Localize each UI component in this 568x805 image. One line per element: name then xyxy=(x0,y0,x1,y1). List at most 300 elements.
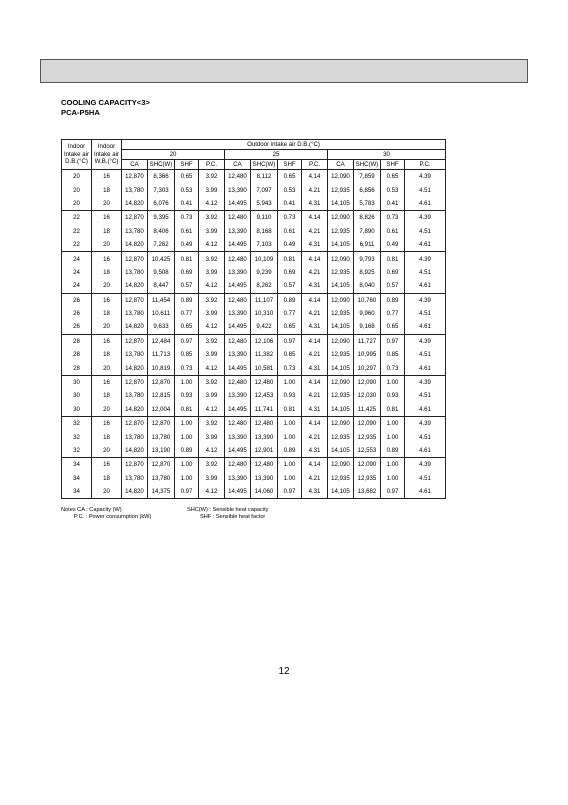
table-cell: 16 xyxy=(92,375,122,389)
table-cell: 0.49 xyxy=(175,238,199,252)
table-cell: 4.21 xyxy=(302,348,328,361)
table-cell: 14,105 xyxy=(328,320,354,334)
table-cell: 8,447 xyxy=(148,279,175,293)
table-cell: 10,310 xyxy=(251,307,278,320)
table-cell: 14,495 xyxy=(225,485,251,499)
table-cell: 4.51 xyxy=(405,348,446,361)
table-cell: 3.92 xyxy=(199,211,225,225)
table-cell: 0.93 xyxy=(175,389,199,402)
table-cell: 12,935 xyxy=(328,430,354,443)
table-cell: 12,090 xyxy=(354,417,381,431)
table-cell: 28 xyxy=(62,361,92,375)
table-cell: 5,783 xyxy=(354,197,381,211)
table-cell: 14,375 xyxy=(148,485,175,499)
table-cell: 4.39 xyxy=(405,252,446,266)
table-cell: 12,484 xyxy=(148,334,175,348)
table-cell: 13,780 xyxy=(148,430,175,443)
table-cell: 4.31 xyxy=(302,403,328,417)
table-cell: 10,581 xyxy=(251,361,278,375)
table-cell: 14,105 xyxy=(328,444,354,458)
table-cell: 13,780 xyxy=(122,183,148,196)
table-cell: 4.14 xyxy=(302,458,328,472)
table-cell: 12,106 xyxy=(251,334,278,348)
table-cell: 4.31 xyxy=(302,197,328,211)
table-cell: 4.31 xyxy=(302,320,328,334)
table-cell: 16 xyxy=(92,458,122,472)
table-cell: 20 xyxy=(62,197,92,211)
table-cell: 4.14 xyxy=(302,252,328,266)
table-row xyxy=(62,348,446,361)
table-cell: 12,480 xyxy=(225,334,251,348)
table-cell: 18 xyxy=(92,307,122,320)
table-cell: 12,870 xyxy=(122,375,148,389)
table-cell: 10,297 xyxy=(354,361,381,375)
table-cell: 18 xyxy=(92,472,122,485)
table-cell: 4.61 xyxy=(405,197,446,211)
table-cell: 0.89 xyxy=(278,444,302,458)
table-cell: 4.31 xyxy=(302,279,328,293)
table-cell: 11,454 xyxy=(148,293,175,307)
table-cell: 13,682 xyxy=(354,485,381,499)
table-cell: 12,935 xyxy=(328,389,354,402)
table-cell: 18 xyxy=(92,348,122,361)
table-cell: 0.57 xyxy=(175,279,199,293)
table-cell: 13,390 xyxy=(225,307,251,320)
table-cell: 0.49 xyxy=(381,238,405,252)
table-cell: 13,780 xyxy=(122,225,148,238)
table-cell: 26 xyxy=(62,307,92,320)
col-header: CA xyxy=(225,160,251,170)
table-cell: 13,780 xyxy=(122,348,148,361)
table-cell: 18 xyxy=(92,430,122,443)
table-cell: 12,935 xyxy=(328,348,354,361)
table-row xyxy=(62,417,446,431)
table-cell: 20 xyxy=(92,403,122,417)
table-cell: 4.31 xyxy=(302,485,328,499)
table-cell: 9,422 xyxy=(251,320,278,334)
table-cell: 14,820 xyxy=(122,320,148,334)
table-row xyxy=(62,266,446,279)
table-cell: 1.00 xyxy=(381,472,405,485)
table-cell: 13,390 xyxy=(225,266,251,279)
table-cell: 0.97 xyxy=(278,485,302,499)
col-header: P.C. xyxy=(302,160,328,170)
table-cell: 4.21 xyxy=(302,389,328,402)
table-cell: 12,870 xyxy=(122,458,148,472)
table-cell: 28 xyxy=(62,334,92,348)
section-title: COOLING CAPACITY<3> xyxy=(61,98,150,107)
table-cell: 11,382 xyxy=(251,348,278,361)
table-cell: 13,390 xyxy=(225,183,251,196)
table-cell: 0.93 xyxy=(278,389,302,402)
table-cell: 18 xyxy=(92,225,122,238)
table-cell: 4.12 xyxy=(199,279,225,293)
table-cell: 12,090 xyxy=(354,458,381,472)
table-cell: 14,820 xyxy=(122,197,148,211)
table-cell: 4.61 xyxy=(405,444,446,458)
table-cell: 4.14 xyxy=(302,375,328,389)
outdoor-temp-header: 25 xyxy=(225,150,328,160)
table-cell: 20 xyxy=(92,485,122,499)
table-cell: 14,820 xyxy=(122,444,148,458)
table-cell: 4.61 xyxy=(405,403,446,417)
table-cell: 7,103 xyxy=(251,238,278,252)
table-cell: 14,820 xyxy=(122,485,148,499)
table-cell: 4.61 xyxy=(405,485,446,499)
table-cell: 12,901 xyxy=(251,444,278,458)
table-cell: 3.92 xyxy=(199,334,225,348)
table-cell: 0.77 xyxy=(175,307,199,320)
table-cell: 34 xyxy=(62,472,92,485)
table-cell: 0.57 xyxy=(381,279,405,293)
table-row xyxy=(62,225,446,238)
table-cell: 32 xyxy=(62,430,92,443)
table-cell: 0.97 xyxy=(175,334,199,348)
table-cell: 12,480 xyxy=(225,417,251,431)
table-cell: 16 xyxy=(92,211,122,225)
table-cell: 1.00 xyxy=(278,417,302,431)
outdoor-temp-header: 20 xyxy=(122,150,225,160)
table-cell: 0.97 xyxy=(381,485,405,499)
col-header: CA xyxy=(328,160,354,170)
table-cell: 8,366 xyxy=(148,170,175,184)
table-cell: 22 xyxy=(62,211,92,225)
table-cell: 10,995 xyxy=(354,348,381,361)
table-row xyxy=(62,485,446,499)
table-cell: 12,870 xyxy=(148,417,175,431)
col-header: SHF xyxy=(381,160,405,170)
table-cell: 14,060 xyxy=(251,485,278,499)
table-cell: 0.73 xyxy=(381,361,405,375)
table-cell: 14,820 xyxy=(122,361,148,375)
table-cell: 0.61 xyxy=(278,225,302,238)
table-cell: 0.73 xyxy=(381,211,405,225)
table-cell: 26 xyxy=(62,293,92,307)
table-cell: 14,105 xyxy=(328,238,354,252)
table-cell: 12,480 xyxy=(251,458,278,472)
table-cell: 9,508 xyxy=(148,266,175,279)
table-row xyxy=(62,279,446,293)
table-cell: 1.00 xyxy=(381,430,405,443)
table-cell: 0.85 xyxy=(278,348,302,361)
table-cell: 12,480 xyxy=(225,170,251,184)
table-row xyxy=(62,430,446,443)
table-cell: 24 xyxy=(62,252,92,266)
table-cell: 14,495 xyxy=(225,361,251,375)
table-cell: 0.53 xyxy=(175,183,199,196)
table-cell: 3.99 xyxy=(199,225,225,238)
table-cell: 4.39 xyxy=(405,458,446,472)
table-cell: 14,105 xyxy=(328,403,354,417)
table-cell: 0.97 xyxy=(381,334,405,348)
table-cell: 3.92 xyxy=(199,458,225,472)
table-cell: 11,107 xyxy=(251,293,278,307)
table-cell: 4.61 xyxy=(405,279,446,293)
table-cell: 12,090 xyxy=(328,293,354,307)
table-cell: 12,870 xyxy=(122,293,148,307)
table-cell: 20 xyxy=(92,279,122,293)
table-cell: 12,935 xyxy=(354,472,381,485)
table-cell: 26 xyxy=(62,320,92,334)
table-cell: 28 xyxy=(62,348,92,361)
table-cell: 7,303 xyxy=(148,183,175,196)
table-cell: 3.99 xyxy=(199,430,225,443)
table-cell: 12,870 xyxy=(122,417,148,431)
table-cell: 0.57 xyxy=(278,279,302,293)
table-cell: 24 xyxy=(62,266,92,279)
table-cell: 9,395 xyxy=(148,211,175,225)
table-cell: 9,110 xyxy=(251,211,278,225)
table-cell: 4.51 xyxy=(405,389,446,402)
table-cell: 13,390 xyxy=(225,225,251,238)
note-pc: P.C. : Power consumption (kW) xyxy=(74,514,152,520)
table-cell: 3.92 xyxy=(199,170,225,184)
table-cell: 14,495 xyxy=(225,444,251,458)
table-cell: 14,820 xyxy=(122,403,148,417)
table-row xyxy=(62,307,446,320)
table-cell: 0.41 xyxy=(175,197,199,211)
table-cell: 0.73 xyxy=(175,361,199,375)
table-cell: 4.14 xyxy=(302,293,328,307)
table-cell: 0.69 xyxy=(381,266,405,279)
table-row xyxy=(62,170,446,184)
table-cell: 4.21 xyxy=(302,225,328,238)
table-cell: 0.69 xyxy=(175,266,199,279)
table-cell: 0.73 xyxy=(278,361,302,375)
table-cell: 14,105 xyxy=(328,279,354,293)
table-cell: 32 xyxy=(62,444,92,458)
table-cell: 12,870 xyxy=(122,170,148,184)
table-cell: 20 xyxy=(92,238,122,252)
table-cell: 12,090 xyxy=(328,252,354,266)
table-cell: 0.89 xyxy=(175,293,199,307)
table-cell: 14,495 xyxy=(225,197,251,211)
table-cell: 4.21 xyxy=(302,430,328,443)
table-cell: 12,453 xyxy=(251,389,278,402)
table-cell: 4.14 xyxy=(302,170,328,184)
col-header: SHF xyxy=(278,160,302,170)
indoor-wb-header: Indoor Intake air W.B.(°C) xyxy=(92,140,122,170)
table-cell: 4.12 xyxy=(199,485,225,499)
table-cell: 4.21 xyxy=(302,472,328,485)
table-cell: 30 xyxy=(62,403,92,417)
table-cell: 12,935 xyxy=(328,183,354,196)
table-body xyxy=(62,170,446,499)
indoor-db-header: Indoor Intake air D.B.(°C) xyxy=(62,140,92,170)
table-cell: 11,425 xyxy=(354,403,381,417)
table-cell: 12,480 xyxy=(225,458,251,472)
table-cell: 9,168 xyxy=(354,320,381,334)
table-cell: 13,780 xyxy=(122,472,148,485)
table-cell: 8,262 xyxy=(251,279,278,293)
table-cell: 9,633 xyxy=(148,320,175,334)
table-cell: 0.65 xyxy=(381,170,405,184)
table-cell: 20 xyxy=(62,183,92,196)
table-cell: 14,495 xyxy=(225,238,251,252)
table-cell: 12,480 xyxy=(225,252,251,266)
table-cell: 4.14 xyxy=(302,211,328,225)
table-cell: 4.51 xyxy=(405,183,446,196)
col-header: SHC(W) xyxy=(251,160,278,170)
table-cell: 4.12 xyxy=(199,197,225,211)
table-cell: 4.14 xyxy=(302,334,328,348)
table-row xyxy=(62,197,446,211)
table-cell: 0.89 xyxy=(381,293,405,307)
table-cell: 0.81 xyxy=(381,403,405,417)
table-cell: 0.61 xyxy=(381,225,405,238)
table-cell: 9,793 xyxy=(354,252,381,266)
table-cell: 8,112 xyxy=(251,170,278,184)
table-cell: 4.51 xyxy=(405,266,446,279)
table-cell: 16 xyxy=(92,334,122,348)
table-cell: 0.61 xyxy=(175,225,199,238)
table-cell: 14,495 xyxy=(225,320,251,334)
table-cell: 3.99 xyxy=(199,348,225,361)
col-header: P.C. xyxy=(405,160,446,170)
table-cell: 4.39 xyxy=(405,293,446,307)
table-cell: 12,480 xyxy=(251,375,278,389)
table-cell: 0.89 xyxy=(278,293,302,307)
table-cell: 13,780 xyxy=(122,430,148,443)
title-block xyxy=(61,98,150,118)
table-cell: 14,105 xyxy=(328,197,354,211)
table-cell: 9,239 xyxy=(251,266,278,279)
table-cell: 8,826 xyxy=(354,211,381,225)
table-cell: 0.65 xyxy=(278,320,302,334)
table-cell: 12,935 xyxy=(328,225,354,238)
table-cell: 4.39 xyxy=(405,170,446,184)
table-cell: 14,820 xyxy=(122,279,148,293)
table-cell: 10,819 xyxy=(148,361,175,375)
table-cell: 1.00 xyxy=(175,458,199,472)
table-cell: 12,935 xyxy=(354,430,381,443)
table-cell: 3.99 xyxy=(199,472,225,485)
table-cell: 4.31 xyxy=(302,238,328,252)
table-cell: 13,390 xyxy=(225,348,251,361)
table-cell: 0.97 xyxy=(175,485,199,499)
table-cell: 1.00 xyxy=(175,375,199,389)
table-cell: 12,935 xyxy=(328,472,354,485)
table-cell: 9,960 xyxy=(354,307,381,320)
table-cell: 3.92 xyxy=(199,293,225,307)
table-cell: 7,097 xyxy=(251,183,278,196)
table-cell: 1.00 xyxy=(175,472,199,485)
table-cell: 12,870 xyxy=(148,375,175,389)
table-cell: 0.65 xyxy=(175,320,199,334)
note-ca: Notes CA : Capacity (W) xyxy=(61,507,122,513)
table-cell: 12,090 xyxy=(328,458,354,472)
table-cell: 13,390 xyxy=(251,472,278,485)
col-header: SHF xyxy=(175,160,199,170)
table-cell: 30 xyxy=(62,389,92,402)
table-cell: 13,780 xyxy=(122,307,148,320)
table-cell: 16 xyxy=(92,293,122,307)
outdoor-header: Outdoor intake air D.B.(°C) xyxy=(122,140,446,150)
table-cell: 14,495 xyxy=(225,279,251,293)
table-cell: 0.41 xyxy=(278,197,302,211)
table-cell: 24 xyxy=(62,279,92,293)
note-shf: SHF : Sensible heat factor xyxy=(200,514,266,520)
table-row xyxy=(62,389,446,402)
col-header: P.C. xyxy=(199,160,225,170)
table-cell: 12,090 xyxy=(328,417,354,431)
table-cell: 14,820 xyxy=(122,238,148,252)
col-header: SHC(W) xyxy=(148,160,175,170)
table-cell: 12,090 xyxy=(328,170,354,184)
table-cell: 11,713 xyxy=(148,348,175,361)
table-cell: 30 xyxy=(62,375,92,389)
table-cell: 13,190 xyxy=(148,444,175,458)
table-cell: 1.00 xyxy=(381,375,405,389)
table-cell: 0.65 xyxy=(175,170,199,184)
table-cell: 12,480 xyxy=(225,211,251,225)
table-cell: 4.61 xyxy=(405,238,446,252)
table-cell: 4.39 xyxy=(405,375,446,389)
table-cell: 10,611 xyxy=(148,307,175,320)
table-cell: 16 xyxy=(92,170,122,184)
table-cell: 12,480 xyxy=(225,375,251,389)
table-row xyxy=(62,293,446,307)
table-cell: 18 xyxy=(92,389,122,402)
table-cell: 4.12 xyxy=(199,320,225,334)
table-cell: 12,090 xyxy=(354,375,381,389)
table-cell: 4.39 xyxy=(405,417,446,431)
table-cell: 1.00 xyxy=(381,417,405,431)
table-cell: 13,390 xyxy=(225,472,251,485)
table-cell: 0.81 xyxy=(175,252,199,266)
table-cell: 1.00 xyxy=(278,430,302,443)
table-cell: 12,553 xyxy=(354,444,381,458)
table-cell: 4.31 xyxy=(302,361,328,375)
table-cell: 18 xyxy=(92,183,122,196)
cooling-capacity-table xyxy=(61,139,446,499)
table-cell: 0.89 xyxy=(381,444,405,458)
table-cell: 4.39 xyxy=(405,211,446,225)
table-cell: 4.39 xyxy=(405,334,446,348)
table-cell: 10,425 xyxy=(148,252,175,266)
table-cell: 12,004 xyxy=(148,403,175,417)
table-cell: 0.97 xyxy=(278,334,302,348)
table-cell: 12,870 xyxy=(122,334,148,348)
model-name: PCA-P5HA xyxy=(61,108,100,117)
table-cell: 1.00 xyxy=(175,430,199,443)
table-cell: 34 xyxy=(62,458,92,472)
table-cell: 12,870 xyxy=(122,252,148,266)
table-cell: 13,390 xyxy=(225,430,251,443)
table-cell: 14,495 xyxy=(225,403,251,417)
table-cell: 6,856 xyxy=(354,183,381,196)
note-shc: SHC(W) : Sensible heat capacity xyxy=(187,507,269,513)
table-cell: 20 xyxy=(92,320,122,334)
table-cell: 12,935 xyxy=(328,266,354,279)
table-cell: 3.92 xyxy=(199,417,225,431)
table-cell: 7,262 xyxy=(148,238,175,252)
table-cell: 0.77 xyxy=(381,307,405,320)
table-cell: 1.00 xyxy=(278,375,302,389)
table-cell: 3.92 xyxy=(199,375,225,389)
table-cell: 0.85 xyxy=(175,348,199,361)
table-cell: 20 xyxy=(62,170,92,184)
table-cell: 20 xyxy=(92,361,122,375)
table-cell: 0.53 xyxy=(278,183,302,196)
table-cell: 13,780 xyxy=(122,389,148,402)
table-cell: 4.21 xyxy=(302,307,328,320)
table-cell: 4.31 xyxy=(302,444,328,458)
table-cell: 0.89 xyxy=(175,444,199,458)
table-row xyxy=(62,472,446,485)
table-cell: 0.73 xyxy=(175,211,199,225)
col-header: SHC(W) xyxy=(354,160,381,170)
